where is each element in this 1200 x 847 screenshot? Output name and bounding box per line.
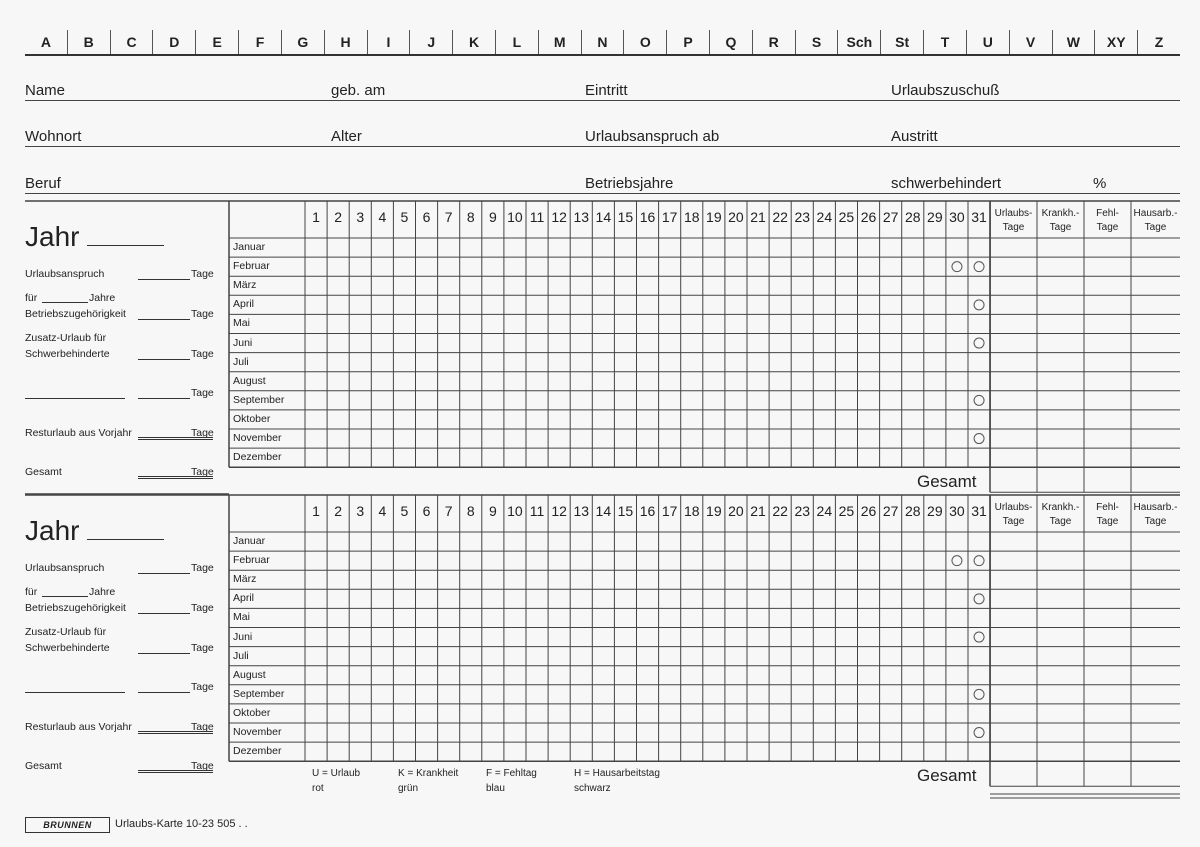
day-header: 31 xyxy=(971,209,987,225)
month-label: Mai xyxy=(233,611,250,624)
alphabet-tab: V xyxy=(1010,30,1053,54)
summary-header-line: Hausarb.- xyxy=(1133,502,1178,513)
header-label: Alter xyxy=(331,128,362,145)
day-header: 27 xyxy=(882,209,899,225)
alphabet-tab: XY xyxy=(1095,30,1138,54)
alphabet-tab: Sch xyxy=(838,30,881,54)
jahre-label: Jahre xyxy=(89,292,116,304)
day-header: 9 xyxy=(488,209,497,225)
tage-label: Tage xyxy=(191,387,214,399)
day-header: 1 xyxy=(312,503,320,519)
resturlaub-label: Resturlaub aus Vorjahr xyxy=(25,427,132,439)
day-header: 21 xyxy=(750,209,766,225)
jahr-label: Jahr xyxy=(25,221,80,252)
header-label: Beruf xyxy=(25,175,61,192)
day-header: 6 xyxy=(422,503,431,519)
fuer-label: für xyxy=(25,292,38,304)
month-label: September xyxy=(233,393,285,406)
tage-label: Tage xyxy=(191,760,214,772)
invalid-day-marker xyxy=(974,728,984,738)
day-header: 17 xyxy=(661,503,678,519)
day-header: 3 xyxy=(356,209,365,225)
day-header: 5 xyxy=(400,503,409,519)
day-header: 19 xyxy=(706,503,722,519)
day-header: 15 xyxy=(617,209,634,225)
day-header: 12 xyxy=(551,209,567,225)
day-header: 20 xyxy=(728,503,744,519)
legend-code: H = Hausarbeitstag xyxy=(574,768,660,779)
month-label: August xyxy=(233,668,266,681)
legend-code: F = Fehltag xyxy=(486,768,537,779)
day-header: 23 xyxy=(794,209,811,225)
header-label: geb. am xyxy=(331,82,386,99)
day-header: 10 xyxy=(507,209,523,225)
invalid-day-marker xyxy=(974,300,984,310)
jahre-label: Jahre xyxy=(89,586,116,598)
alphabet-tab: B xyxy=(68,30,111,54)
day-header: 27 xyxy=(882,503,899,519)
alphabet-tab: R xyxy=(753,30,796,54)
day-header: 18 xyxy=(683,209,700,225)
day-header: 18 xyxy=(683,503,700,519)
alphabet-tab: U xyxy=(967,30,1010,54)
invalid-day-marker xyxy=(974,556,984,566)
day-header: 13 xyxy=(573,209,590,225)
header-label: Wohnort xyxy=(25,128,82,145)
urlaubsanspruch-label: Urlaubsanspruch xyxy=(25,562,105,574)
day-header: 7 xyxy=(444,209,453,225)
day-header: 2 xyxy=(334,209,343,225)
header-label: Betriebsjahre xyxy=(585,175,674,192)
month-label: April xyxy=(233,592,255,605)
summary-header-line: Tage xyxy=(1096,516,1119,527)
alphabet-tab: W xyxy=(1053,30,1096,54)
zusatz-urlaub-label: Zusatz-Urlaub für xyxy=(25,626,107,638)
resturlaub-label: Resturlaub aus Vorjahr xyxy=(25,721,132,733)
fuer-label: für xyxy=(25,586,38,598)
legend-color: schwarz xyxy=(574,783,611,794)
tage-label: Tage xyxy=(191,427,214,439)
day-header: 25 xyxy=(838,209,855,225)
legend-code: K = Krankheit xyxy=(398,768,459,779)
day-header: 6 xyxy=(422,209,431,225)
alphabet-tab: C xyxy=(111,30,154,54)
day-header: 26 xyxy=(860,209,877,225)
alphabet-tab: T xyxy=(924,30,967,54)
month-label: September xyxy=(233,687,285,700)
month-label: August xyxy=(233,374,266,387)
header-label: schwerbehindert xyxy=(891,175,1002,192)
month-label: Oktober xyxy=(233,412,271,425)
month-label: Juli xyxy=(233,355,249,368)
summary-header-line: Fehl- xyxy=(1096,208,1119,219)
day-header: 14 xyxy=(595,503,612,519)
schwerbehinderte-label: Schwerbehinderte xyxy=(25,348,110,360)
day-header: 4 xyxy=(378,503,387,519)
day-header: 29 xyxy=(927,209,943,225)
month-label: April xyxy=(233,298,255,311)
summary-header-line: Urlaubs- xyxy=(994,502,1033,513)
summary-header-line: Tage xyxy=(1144,516,1167,527)
alphabet-tab: I xyxy=(368,30,411,54)
day-header: 10 xyxy=(507,503,523,519)
tage-label: Tage xyxy=(191,562,214,574)
day-header: 2 xyxy=(334,503,343,519)
header-label: Eintritt xyxy=(585,82,628,99)
urlaubsanspruch-label: Urlaubsanspruch xyxy=(25,268,105,280)
month-label: Dezember xyxy=(233,451,282,464)
legend-code: U = Urlaub xyxy=(312,768,361,779)
summary-header-line: Tage xyxy=(1002,516,1025,527)
month-label: Juli xyxy=(233,649,249,662)
form-number: Urlaubs-Karte 10-23 505 . . xyxy=(115,818,248,830)
summary-header-line: Tage xyxy=(1002,222,1025,233)
summary-header-line: Krankh.- xyxy=(1041,208,1080,219)
day-header: 24 xyxy=(816,209,833,225)
alphabet-tab: F xyxy=(239,30,282,54)
header-label: Urlaubsanspruch ab xyxy=(585,128,720,145)
brunnen-logo: BRUNNEN xyxy=(25,817,110,833)
tage-label: Tage xyxy=(191,681,214,693)
alphabet-tab: Q xyxy=(710,30,753,54)
alphabet-tab: D xyxy=(153,30,196,54)
day-header: 30 xyxy=(949,503,965,519)
alphabet-tab: J xyxy=(410,30,453,54)
day-header: 26 xyxy=(860,503,877,519)
day-header: 16 xyxy=(639,503,656,519)
alphabet-tab: G xyxy=(282,30,325,54)
day-header: 15 xyxy=(617,503,634,519)
header-label: Name xyxy=(25,82,66,99)
alphabet-tab: Z xyxy=(1154,34,1164,50)
header-label: % xyxy=(1093,175,1107,192)
alphabet-tab: H xyxy=(325,30,368,54)
alphabet-tab: N xyxy=(582,30,625,54)
alphabet-tab: St xyxy=(881,30,924,54)
gesamt-total-label: Gesamt xyxy=(917,472,977,492)
day-header: 23 xyxy=(794,503,811,519)
alphabet-tab: O xyxy=(624,30,667,54)
tage-label: Tage xyxy=(191,602,214,614)
summary-header-line: Tage xyxy=(1049,516,1072,527)
month-label: November xyxy=(233,432,282,444)
tage-label: Tage xyxy=(191,466,214,478)
day-header: 14 xyxy=(595,209,612,225)
alphabet-tab: A xyxy=(25,30,68,54)
day-header: 25 xyxy=(838,503,855,519)
day-header: 3 xyxy=(356,503,365,519)
alphabet-tab: K xyxy=(453,30,496,54)
gesamt-label: Gesamt xyxy=(25,466,62,478)
day-header: 28 xyxy=(904,209,921,225)
day-header: 16 xyxy=(639,209,656,225)
tage-label: Tage xyxy=(191,642,214,654)
summary-header-line: Tage xyxy=(1049,222,1072,233)
day-header: 11 xyxy=(529,503,545,519)
day-header: 21 xyxy=(750,503,766,519)
day-header: 5 xyxy=(400,209,409,225)
invalid-day-marker xyxy=(974,338,984,348)
legend-color: grün xyxy=(398,783,419,794)
month-label: Juni xyxy=(233,630,253,643)
month-label: März xyxy=(233,279,257,292)
day-header: 24 xyxy=(816,503,833,519)
day-header: 30 xyxy=(949,209,965,225)
day-header: 8 xyxy=(466,503,475,519)
day-header: 19 xyxy=(706,209,722,225)
schwerbehinderte-label: Schwerbehinderte xyxy=(25,642,110,654)
month-label: März xyxy=(233,573,257,586)
summary-header-line: Hausarb.- xyxy=(1133,208,1178,219)
day-header: 28 xyxy=(904,503,921,519)
month-label: Januar xyxy=(233,241,266,253)
invalid-day-marker xyxy=(974,689,984,699)
alphabet-tab: E xyxy=(196,30,239,54)
day-header: 29 xyxy=(927,503,943,519)
tage-label: Tage xyxy=(191,308,214,320)
day-header: 13 xyxy=(573,503,590,519)
day-header: 9 xyxy=(488,503,497,519)
alphabet-tab: L xyxy=(496,30,539,54)
invalid-day-marker xyxy=(974,262,984,272)
legend-color: blau xyxy=(486,783,505,794)
invalid-day-marker xyxy=(952,556,962,566)
month-label: Februar xyxy=(233,260,270,273)
betriebszugehoerigkeit-label: Betriebszugehörigkeit xyxy=(25,308,126,320)
gesamt-label: Gesamt xyxy=(25,760,62,772)
gesamt-total-label: Gesamt xyxy=(917,766,977,786)
tage-label: Tage xyxy=(191,268,214,280)
day-header: 11 xyxy=(529,209,545,225)
day-header: 22 xyxy=(772,503,788,519)
month-label: Juni xyxy=(233,336,253,349)
day-header: 8 xyxy=(466,209,475,225)
day-header: 7 xyxy=(444,503,453,519)
summary-header-line: Tage xyxy=(1096,222,1119,233)
invalid-day-marker xyxy=(974,632,984,642)
month-label: Februar xyxy=(233,554,270,567)
month-label: Januar xyxy=(233,535,266,547)
day-header: 20 xyxy=(728,209,744,225)
summary-header-line: Krankh.- xyxy=(1041,502,1080,513)
jahr-label: Jahr xyxy=(25,515,80,546)
day-header: 1 xyxy=(312,209,320,225)
day-header: 12 xyxy=(551,503,567,519)
invalid-day-marker xyxy=(974,434,984,444)
day-header: 22 xyxy=(772,209,788,225)
tage-label: Tage xyxy=(191,721,214,733)
zusatz-urlaub-label: Zusatz-Urlaub für xyxy=(25,332,107,344)
invalid-day-marker xyxy=(974,594,984,604)
alphabet-tab: P xyxy=(667,30,710,54)
header-label: Austritt xyxy=(891,128,938,145)
month-label: November xyxy=(233,726,282,738)
alphabet-tab: S xyxy=(796,30,839,54)
invalid-day-marker xyxy=(974,395,984,405)
invalid-day-marker xyxy=(952,262,962,272)
day-header: 4 xyxy=(378,209,387,225)
day-header: 31 xyxy=(971,503,987,519)
summary-header-line: Urlaubs- xyxy=(994,208,1033,219)
tage-label: Tage xyxy=(191,348,214,360)
alphabet-tab: M xyxy=(539,30,582,54)
header-label: Urlaubszuschuß xyxy=(891,82,1000,99)
betriebszugehoerigkeit-label: Betriebszugehörigkeit xyxy=(25,602,126,614)
summary-header-line: Tage xyxy=(1144,222,1167,233)
day-header: 17 xyxy=(661,209,678,225)
month-label: Dezember xyxy=(233,745,282,758)
legend-color: rot xyxy=(312,783,324,794)
month-label: Oktober xyxy=(233,706,271,719)
month-label: Mai xyxy=(233,317,250,330)
summary-header-line: Fehl- xyxy=(1096,502,1119,513)
